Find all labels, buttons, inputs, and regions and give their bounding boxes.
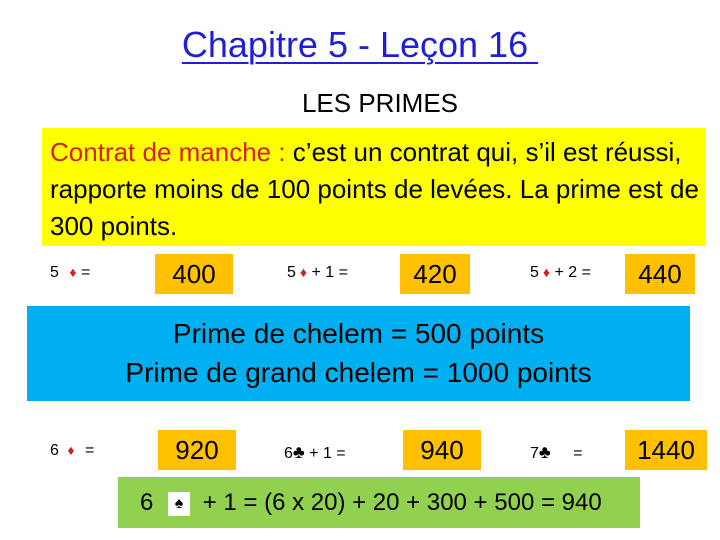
game-contract-rule (50, 134, 700, 245)
score-400: 400 (155, 254, 233, 294)
score-940: 940 (403, 430, 481, 470)
rule-text: c’est un contrat qui, s’il est réussi, rapporte moins de 100 points de levées. La prime est de 300 points. (50, 137, 699, 241)
club-icon: ♣ (292, 442, 305, 462)
contract-5d-plus1: 5 ♦ + 1 = (287, 264, 348, 281)
score-440: 440 (625, 254, 695, 294)
lesson-subtitle: LES PRIMES (301, 88, 459, 118)
contract-6c-plus1: 6♣ + 1 = (284, 442, 346, 462)
diamond-icon: ♦ (69, 264, 77, 280)
lesson-title: Chapitre 5 - Leçon 16 (181, 24, 539, 65)
score-1440: 1440 (625, 430, 707, 470)
score-920: 920 (158, 430, 236, 470)
diamond-icon: ♦ (542, 264, 551, 280)
grand-slam-bonus-line: Prime de grand chelem = 1000 points (125, 357, 592, 388)
worked-example: 6 ♠ + 1 = (6 x 20) + 20 + 300 + 500 = 940 (118, 477, 640, 528)
contract-6d: 6 ♦ = (50, 442, 95, 459)
contract-7c: 7♣ = (530, 442, 583, 462)
slam-bonus-box (27, 306, 690, 401)
score-420: 420 (400, 254, 470, 294)
slam-bonus-line: Prime de chelem = 500 points (172, 318, 545, 349)
contract-5d: 5 ♦ = (50, 264, 91, 281)
spade-icon: ♠ (168, 492, 190, 516)
diamond-icon: ♦ (299, 264, 308, 280)
diamond-icon: ♦ (67, 442, 75, 458)
club-icon: ♣ (538, 442, 551, 462)
contract-5d-plus2: 5 ♦ + 2 = (530, 264, 591, 281)
rule-term: Contrat de manche : (50, 137, 286, 167)
